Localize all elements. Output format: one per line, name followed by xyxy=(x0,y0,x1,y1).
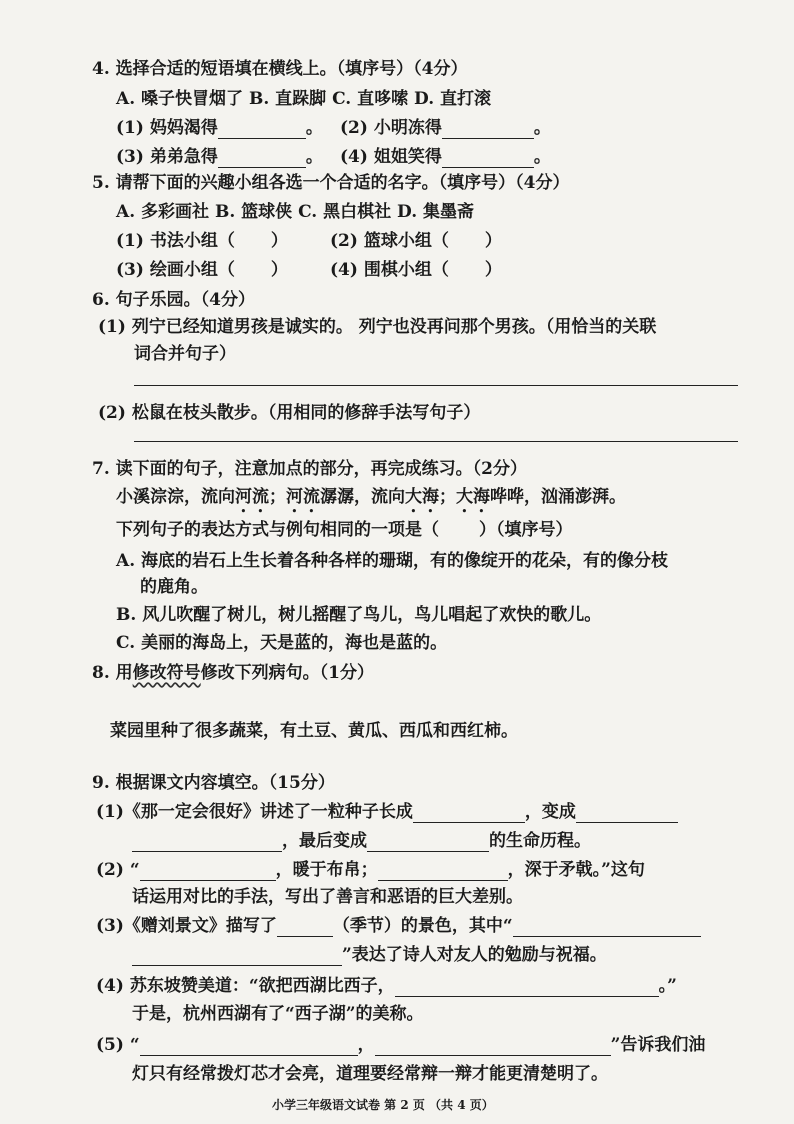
answer-blank[interactable] xyxy=(576,804,678,823)
answer-blank[interactable] xyxy=(395,978,659,997)
answer-line[interactable] xyxy=(134,441,738,442)
answer-blank[interactable] xyxy=(442,120,534,139)
q7-option-b: B. 风儿吹醒了树儿，树儿摇醒了鸟儿，鸟儿唱起了欢快的歌儿。 xyxy=(116,605,602,625)
q5-row1a: (1) 书法小组（ ） xyxy=(116,231,288,251)
q6-sentence1-cont: 词合并句子） xyxy=(134,344,236,364)
answer-blank[interactable] xyxy=(513,918,701,937)
answer-blank[interactable] xyxy=(378,862,508,881)
answer-blank[interactable] xyxy=(413,804,525,823)
q9-p4-line2: 于是，杭州西湖有了“西子湖”的美称。 xyxy=(132,1004,424,1024)
q4-title: 4. 选择合适的短语填在横线上。（填序号）（4分） xyxy=(92,59,468,79)
answer-blank[interactable] xyxy=(140,1037,358,1056)
q6-title: 6. 句子乐园。（4分） xyxy=(92,290,255,310)
answer-blank[interactable] xyxy=(367,833,489,852)
q9-p3-line1: (3)《赠刘景文》描写了 （季节）的景色，其中“ xyxy=(96,915,701,937)
q7-option-a: A. 海底的岩石上生长着各种各样的珊瑚，有的像绽开的花朵，有的像分枝 xyxy=(116,551,669,571)
q5-title: 5. 请帮下面的兴趣小组各选一个合适的名字。（填序号）（4分） xyxy=(92,173,570,193)
q9-p5-line2: 灯只有经常拨灯芯才会亮，道理要经常辩一辩才能更清楚明了。 xyxy=(132,1064,608,1084)
answer-blank[interactable] xyxy=(132,833,282,852)
page-footer: 小学三年级语文试卷 第 2 页 （共 4 页） xyxy=(272,1098,494,1112)
answer-blank[interactable] xyxy=(277,918,333,937)
q7-question: 下列句子的表达方式与例句相同的一项是（ ）（填序号） xyxy=(116,520,573,540)
q9-p2-line2: 话运用对比的手法，写出了善言和恶语的巨大差别。 xyxy=(132,887,523,907)
answer-blank[interactable] xyxy=(442,149,534,168)
q5-row2b: (4) 围棋小组（ ） xyxy=(330,260,502,280)
q7-example: 小溪淙淙，流向河流；河流潺潺，流向大海；大海哗哗，汹涌澎湃。 xyxy=(116,487,626,507)
answer-blank[interactable] xyxy=(218,120,306,139)
q9-title: 9. 根据课文内容填空。（15分） xyxy=(92,773,335,793)
q4-options: A. 嗓子快冒烟了 B. 直跺脚 C. 直哆嗦 D. 直打滚 xyxy=(116,89,492,109)
answer-line[interactable] xyxy=(134,385,738,386)
q7-option-a-cont: 的鹿角。 xyxy=(140,577,208,597)
q8-sentence: 菜园里种了很多蔬菜，有土豆、黄瓜、西瓜和西红柿。 xyxy=(110,721,518,741)
answer-blank[interactable] xyxy=(218,149,306,168)
q4-row1b: (2) 小明冻得 。 xyxy=(340,118,551,138)
q9-p5-line1: (5) “ ， ”告诉我们油 xyxy=(96,1035,706,1055)
q9-p2-line1: (2) “ ，暖于布帛； ，深于矛戟。”这句 xyxy=(96,860,645,880)
q8-title: 8. 用修改符号修改下列病句。（1分） xyxy=(92,663,375,683)
q5-row2a: (3) 绘画小组（ ） xyxy=(116,260,288,280)
q4-row2a: (3) 弟弟急得 。 xyxy=(116,147,323,167)
q5-row1b: (2) 篮球小组（ ） xyxy=(330,231,502,251)
answer-blank[interactable] xyxy=(140,862,276,881)
q9-p1-line2: ，最后变成 的生命历程。 xyxy=(132,830,591,852)
q6-sentence2: (2) 松鼠在枝头散步。（用相同的修辞手法写句子） xyxy=(98,403,481,423)
q4-row2b: (4) 姐姐笑得 。 xyxy=(340,147,551,167)
q7-title: 7. 读下面的句子，注意加点的部分，再完成练习。（2分） xyxy=(92,459,527,479)
q7-option-c: C. 美丽的海岛上，天是蓝的，海也是蓝的。 xyxy=(116,633,448,653)
q5-options: A. 多彩画社 B. 篮球侠 C. 黑白棋社 D. 集墨斋 xyxy=(116,202,475,222)
q4-row1a: (1) 妈妈渴得 。 xyxy=(116,118,323,138)
q9-p3-line2: ”表达了诗人对友人的勉励与祝福。 xyxy=(132,944,607,966)
q9-p4-line1: (4) 苏东坡赞美道：“欲把西湖比西子， 。” xyxy=(96,976,677,996)
q6-sentence1: (1) 列宁已经知道男孩是诚实的。 列宁也没再问那个男孩。（用恰当的关联 xyxy=(98,317,657,337)
q9-p1-line1: (1)《那一定会很好》讲述了一粒种子长成 ，变成 xyxy=(96,801,678,823)
answer-blank[interactable] xyxy=(132,947,342,966)
answer-blank[interactable] xyxy=(375,1037,611,1056)
